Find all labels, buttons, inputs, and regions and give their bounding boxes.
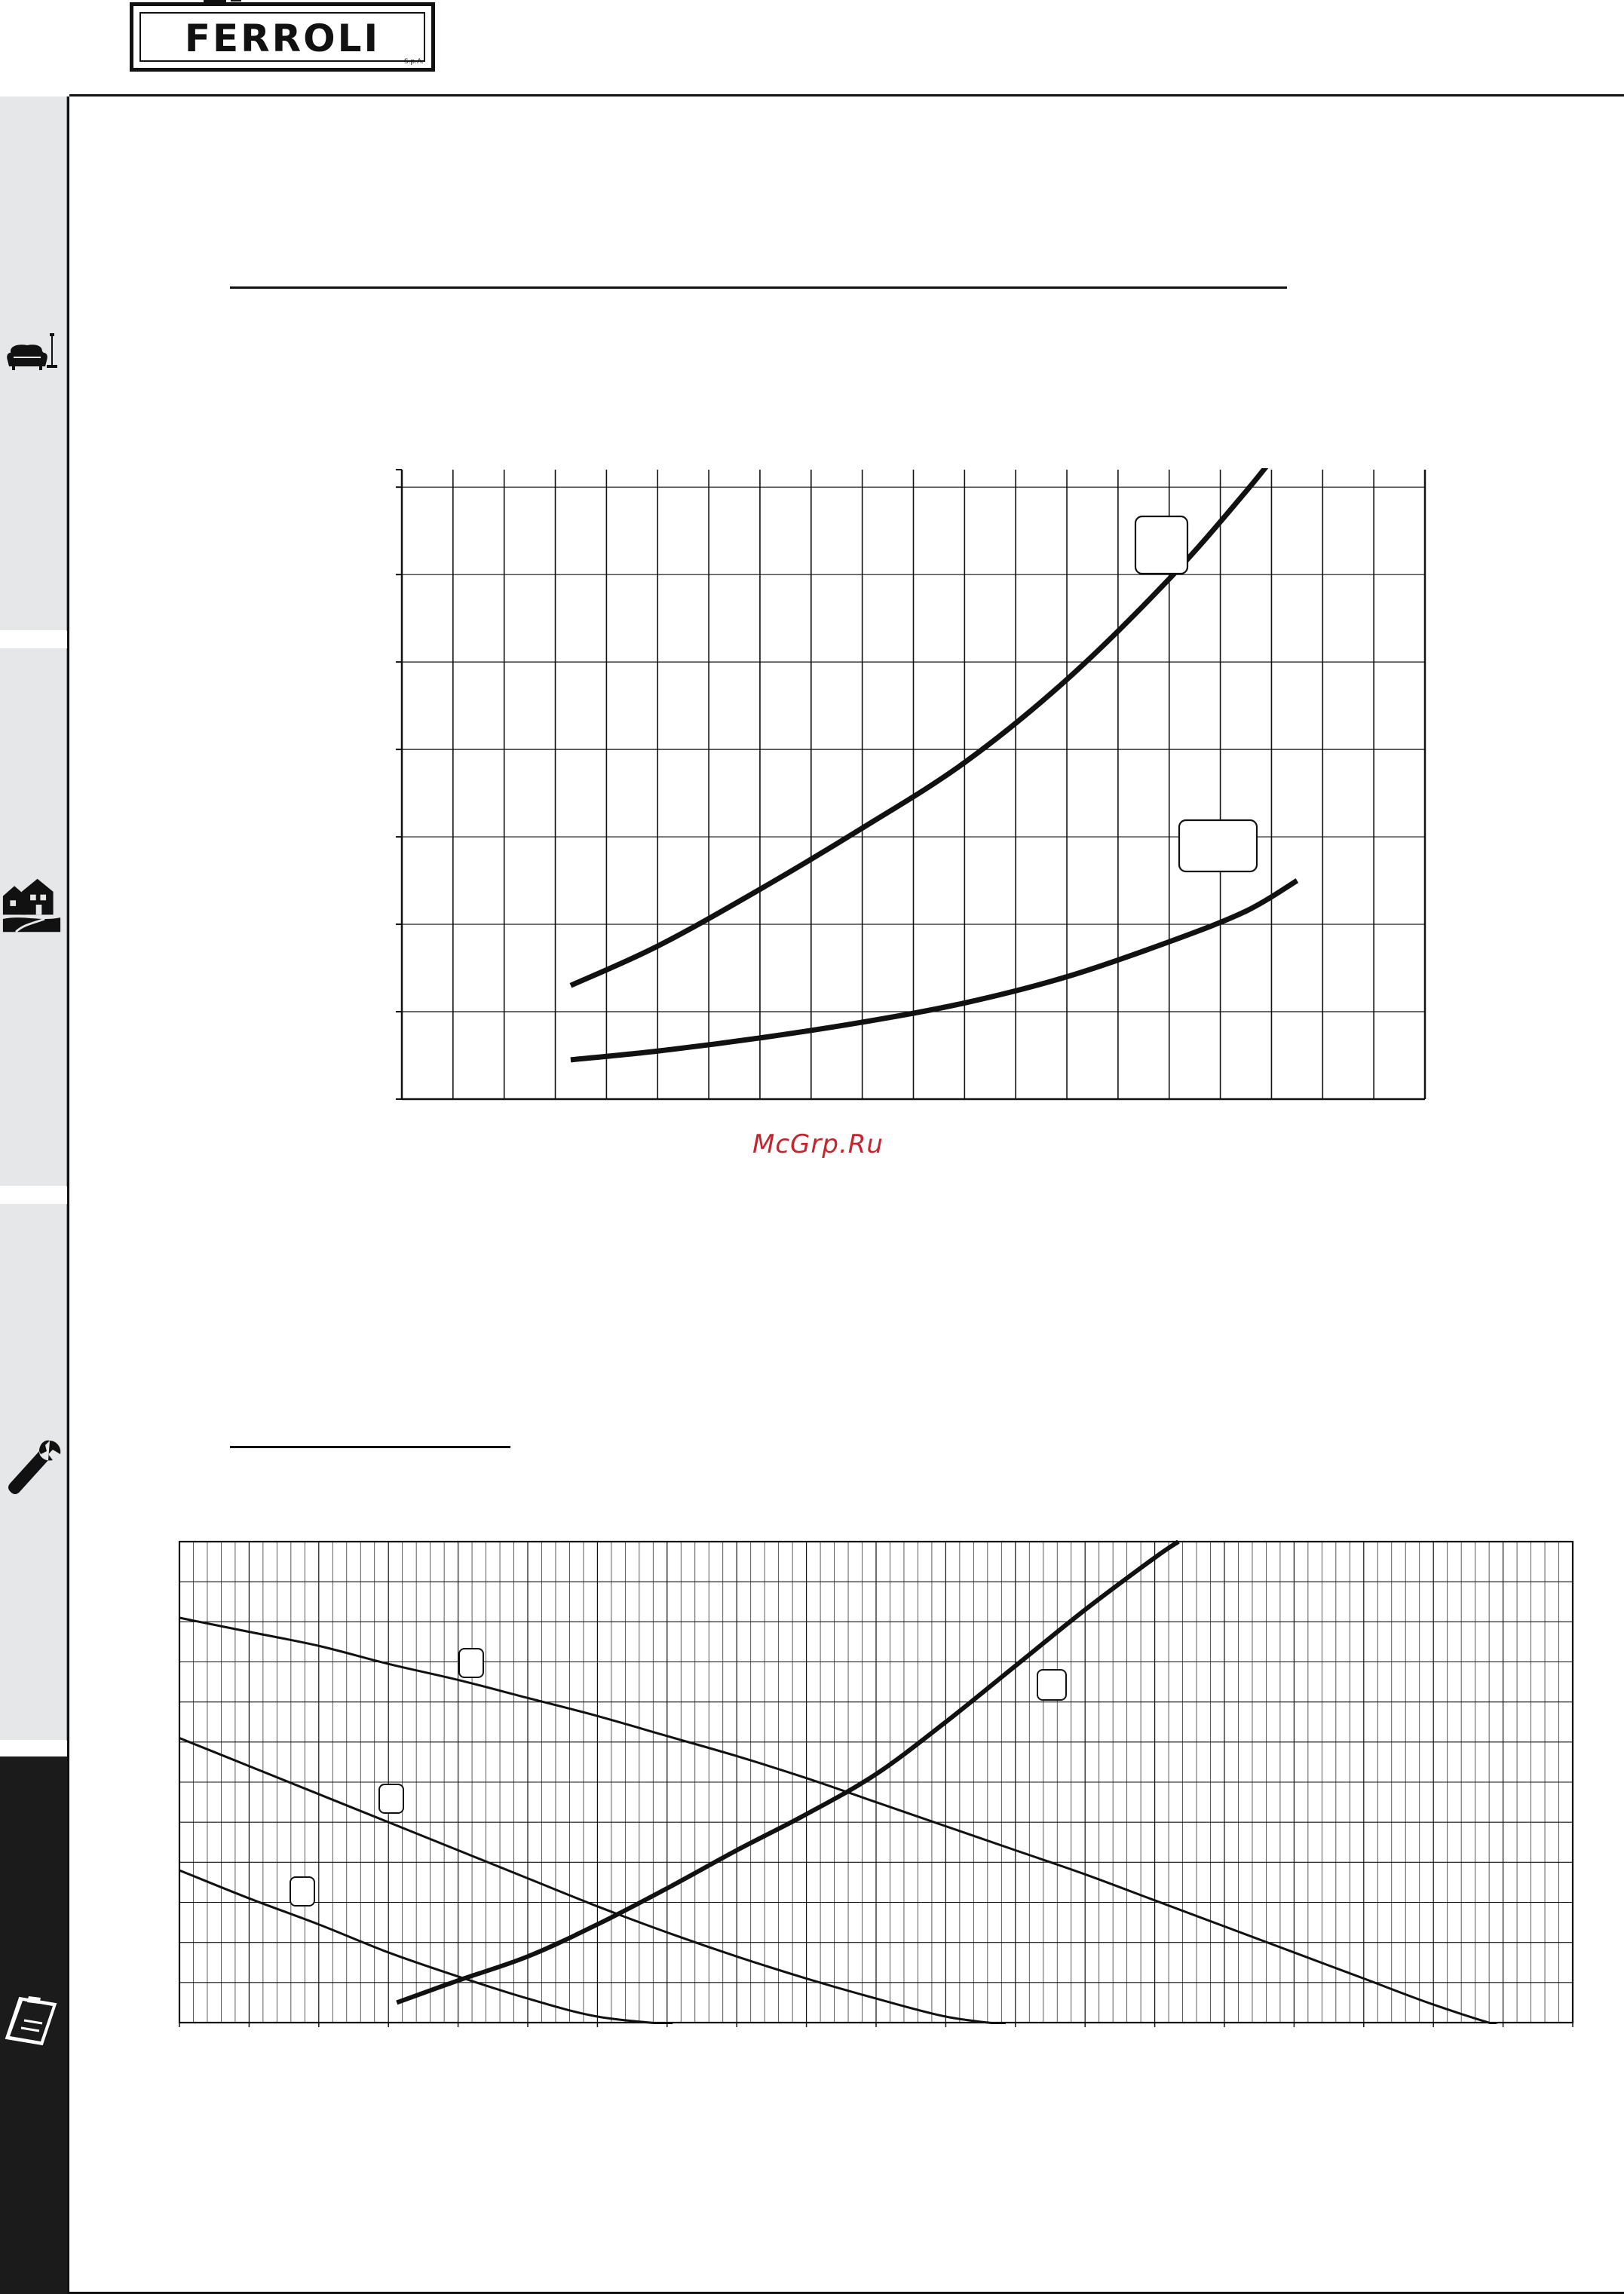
brand-name: FERROLI [184,17,381,60]
chart2-series-1-label-box [1037,1670,1066,1700]
chart2-series-4 [179,1870,673,2025]
chart2-series-2 [179,1618,1534,2031]
brand-suffix: S.p.A. [403,58,424,66]
chart2-plot [179,1542,1573,2031]
chart2-series-3-label-box [379,1784,403,1813]
chart2-series-2-label-box [459,1649,483,1677]
watermark: McGrp.Ru [752,1129,884,1159]
chart2-series-4-label-box [290,1877,314,1906]
